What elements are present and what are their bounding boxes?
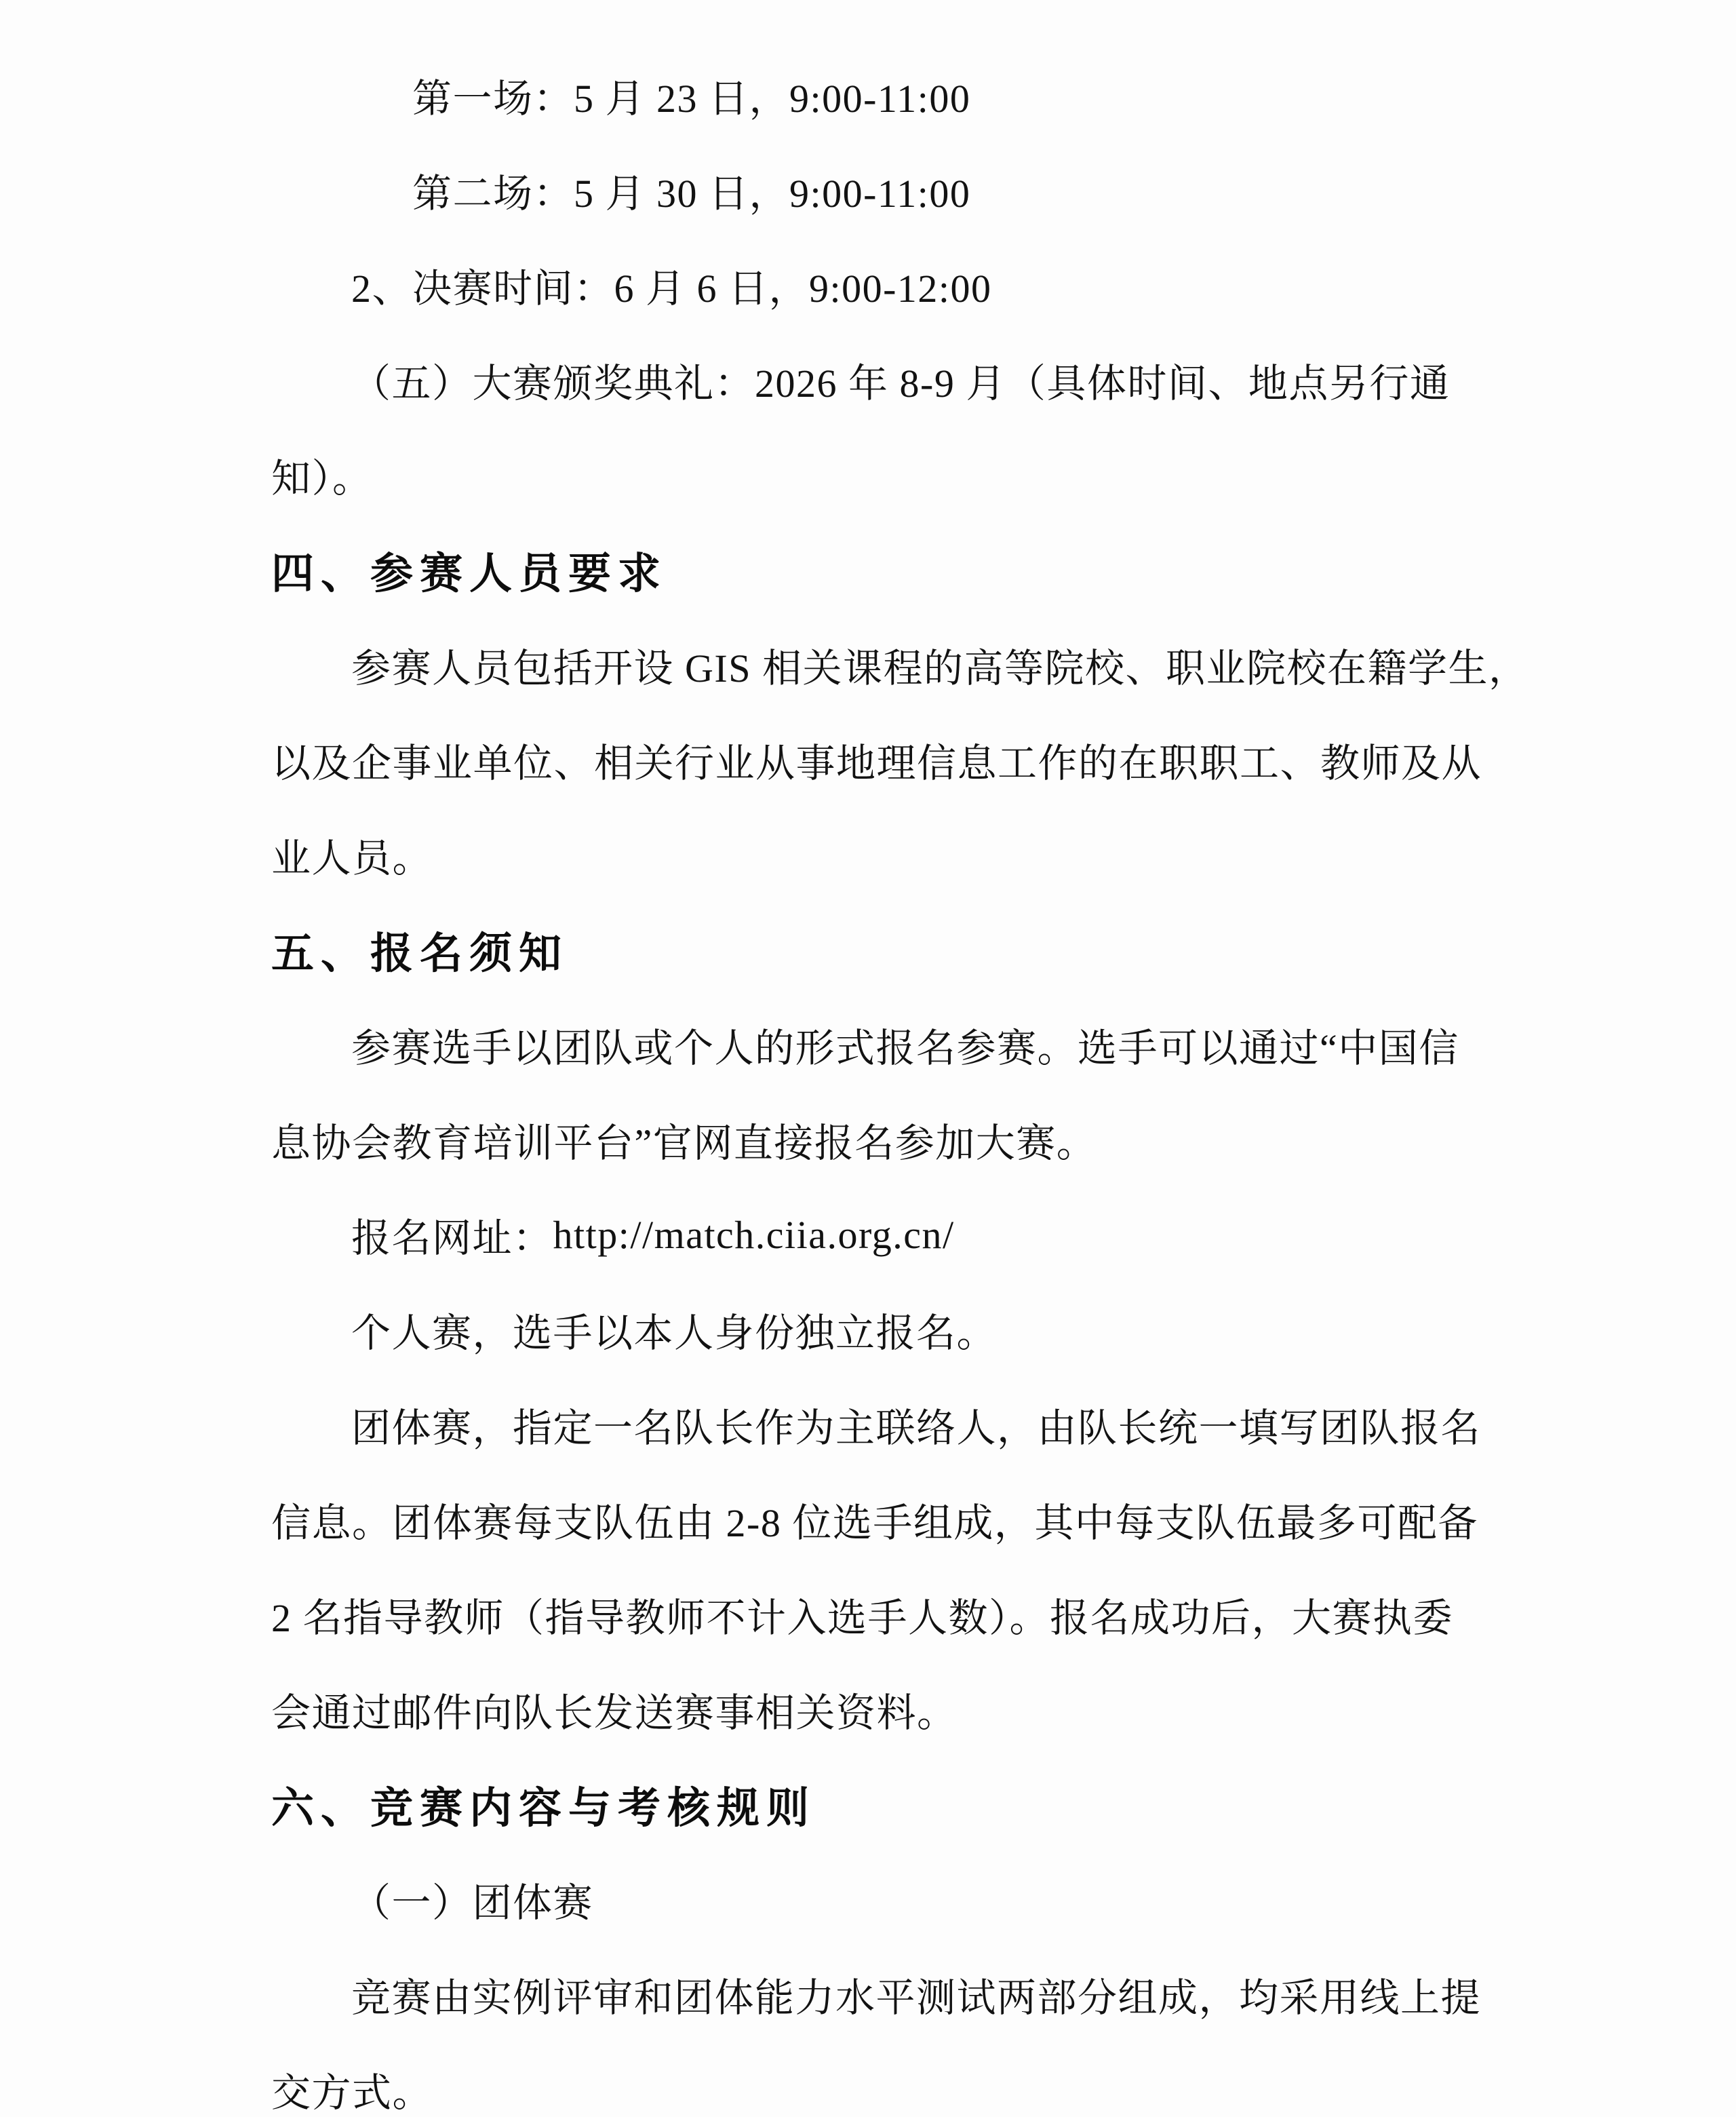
section-rules-heading: 六、竞赛内容与考核规则 — [271, 1784, 816, 1832]
registration-intro-line-2: 息协会教育培训平台”官网直接报名参加大赛。 — [271, 1121, 1097, 1165]
team-competition-desc-line-2: 交方式。 — [271, 2071, 433, 2115]
section-registration-heading: 五、报名须知 — [271, 929, 568, 977]
individual-registration-line: 个人赛，选手以本人身份独立报名。 — [351, 1311, 998, 1355]
registration-url-line — [271, 1187, 1505, 1282]
registration-url: http://match.ciia.org.cn/ — [553, 1212, 955, 1257]
team-registration-line-2: 信息。团体赛每支队伍由 2-8 位选手组成，其中每支队伍最多可配备 — [271, 1501, 1478, 1545]
team-competition-desc-line-1: 竞赛由实例评审和团体能力水平测试两部分组成，均采用线上提 — [351, 1976, 1482, 2020]
registration-url-label: 报名网址： — [351, 1216, 553, 1260]
preliminary-session-1-line: 第一场：5 月 23 日，9:00-11:00 — [412, 77, 971, 121]
registration-intro-line-1: 参赛选手以团队或个人的形式报名参赛。选手可以通过“中国信 — [351, 1026, 1459, 1070]
participants-body-line-3: 业人员。 — [271, 836, 433, 880]
final-round-time-line: 2、决赛时间：6 月 6 日，9:00-12:00 — [351, 267, 992, 311]
award-ceremony-line-1: （五）大赛颁奖典礼：2026 年 8-9 月（具体时间、地点另行通 — [351, 362, 1451, 406]
participants-body-line-1: 参赛人员包括开设 GIS 相关课程的高等院校、职业院校在籍学生， — [351, 646, 1529, 691]
award-ceremony-line-2: 知）。 — [271, 457, 373, 501]
section-participants-heading: 四、参赛人员要求 — [271, 549, 667, 598]
team-registration-line-3: 2 名指导教师（指导教师不计入选手人数）。报名成功后，大赛执委 — [271, 1596, 1454, 1640]
team-competition-subheading: （一）团体赛 — [351, 1881, 594, 1925]
team-registration-line-4: 会通过邮件向队长发送赛事相关资料。 — [271, 1691, 958, 1735]
team-registration-line-1: 团体赛，指定一名队长作为主联络人，由队长统一填写团队报名 — [351, 1406, 1482, 1450]
preliminary-session-2-line: 第二场：5 月 30 日，9:00-11:00 — [412, 172, 971, 216]
participants-body-line-2: 以及企事业单位、相关行业从事地理信息工作的在职职工、教师及从 — [271, 741, 1482, 785]
